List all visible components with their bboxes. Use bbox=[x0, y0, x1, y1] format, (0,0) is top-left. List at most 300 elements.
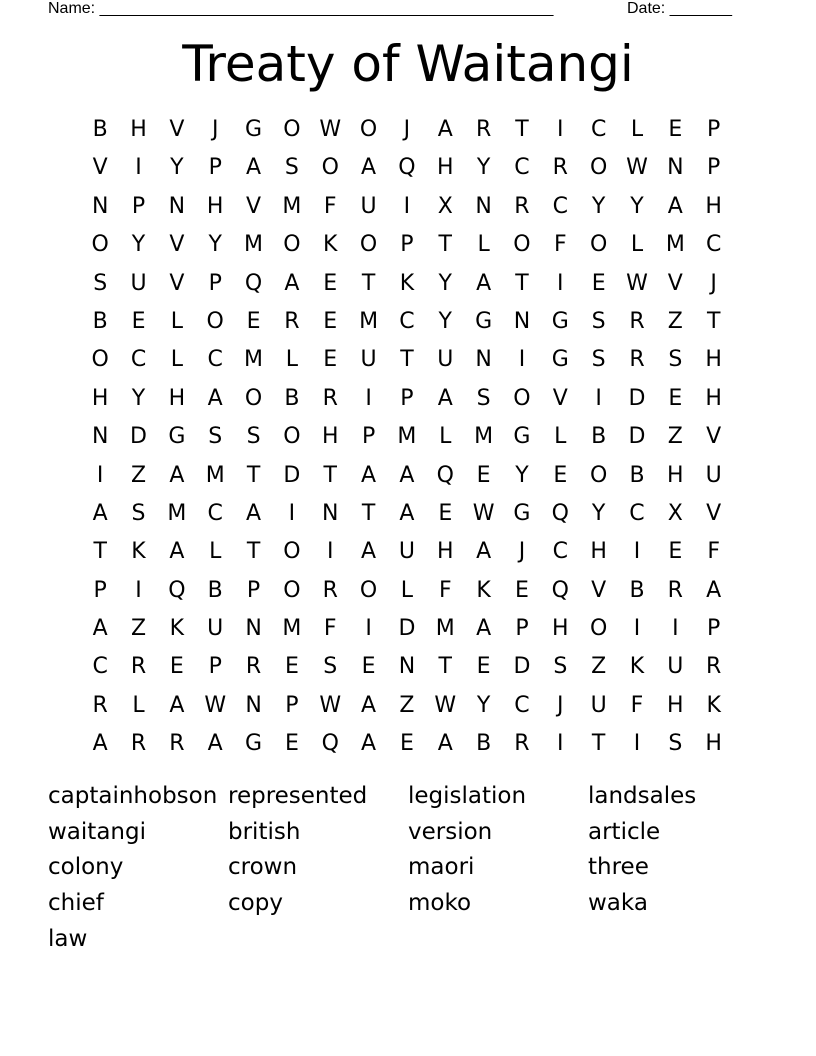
grid-cell: A bbox=[92, 731, 108, 757]
grid-cell: Y bbox=[438, 270, 452, 296]
grid-cell: I bbox=[633, 539, 641, 565]
grid-cell: D bbox=[283, 462, 301, 488]
grid-cell: U bbox=[398, 539, 415, 565]
grid-row bbox=[81, 188, 733, 226]
grid-cell: I bbox=[365, 385, 372, 411]
word-list-item: waitangi bbox=[48, 818, 146, 845]
grid-cell: Q bbox=[168, 577, 186, 603]
grid-row bbox=[81, 418, 733, 456]
grid-cell: I bbox=[288, 500, 296, 526]
grid-cell: C bbox=[207, 347, 223, 373]
grid-cell: I bbox=[557, 270, 564, 296]
grid-cell: N bbox=[168, 193, 186, 219]
grid-cell: E bbox=[668, 385, 683, 411]
grid-cell: H bbox=[436, 155, 454, 181]
grid-cell: I bbox=[557, 117, 564, 142]
grid-cell: N bbox=[91, 424, 109, 450]
grid-cell: P bbox=[131, 193, 146, 219]
grid-cell: O bbox=[359, 232, 378, 258]
grid-cell: C bbox=[207, 500, 223, 526]
grid-cell: M bbox=[397, 424, 417, 450]
grid-cell: P bbox=[361, 424, 376, 450]
grid-cell: P bbox=[208, 155, 222, 181]
grid-cell: Z bbox=[399, 692, 415, 718]
grid-cell: P bbox=[400, 385, 414, 411]
grid-cell: R bbox=[322, 385, 338, 411]
grid-cell: W bbox=[434, 692, 457, 718]
grid-row bbox=[81, 495, 733, 533]
grid-cell: A bbox=[207, 385, 223, 411]
grid-cell: L bbox=[400, 577, 414, 603]
grid-cell: O bbox=[283, 539, 301, 565]
grid-cell: K bbox=[399, 270, 415, 296]
grid-cell: N bbox=[667, 155, 684, 181]
grid-cell: O bbox=[91, 232, 109, 258]
grid-cell: C bbox=[514, 692, 530, 718]
grid-cell: A bbox=[476, 270, 492, 296]
grid-cell: B bbox=[591, 424, 607, 450]
grid-cell: S bbox=[323, 654, 338, 680]
grid-cell: H bbox=[705, 385, 722, 411]
grid-cell: N bbox=[475, 193, 492, 219]
grid-cell: A bbox=[476, 539, 492, 565]
grid-cell: M bbox=[244, 347, 264, 373]
grid-cell: C bbox=[130, 347, 147, 373]
grid-cell: P bbox=[400, 232, 414, 258]
grid-cell: V bbox=[169, 270, 185, 296]
grid-cell: T bbox=[515, 270, 529, 296]
grid-cell: T bbox=[400, 347, 414, 373]
grid-cell: R bbox=[322, 577, 338, 603]
grid-cell: L bbox=[630, 117, 644, 142]
word-list-item: legislation bbox=[408, 783, 527, 809]
grid-cell: A bbox=[169, 539, 185, 565]
grid-cell: R bbox=[667, 577, 683, 603]
grid-cell: M bbox=[435, 616, 455, 642]
grid-cell: Z bbox=[667, 308, 683, 334]
grid-cell: C bbox=[399, 308, 415, 334]
grid-cell: M bbox=[474, 424, 494, 450]
grid-cell: I bbox=[96, 462, 104, 488]
grid-cell: A bbox=[437, 731, 453, 757]
grid-cell: L bbox=[170, 347, 183, 373]
page-title: Treaty of Waitangi bbox=[182, 35, 634, 93]
grid-cell: Z bbox=[591, 654, 607, 680]
grid-cell: O bbox=[91, 347, 109, 373]
grid-cell: B bbox=[629, 577, 645, 603]
grid-cell: B bbox=[284, 385, 300, 411]
grid-cell: A bbox=[399, 500, 415, 526]
grid-cell: H bbox=[552, 616, 569, 642]
grid-cell: B bbox=[476, 731, 492, 757]
grid-cell: F bbox=[323, 193, 337, 219]
grid-cell: I bbox=[595, 385, 602, 411]
grid-row bbox=[81, 303, 733, 341]
grid-cell: O bbox=[283, 424, 301, 450]
grid-cell: J bbox=[211, 117, 219, 142]
grid-cell: S bbox=[476, 385, 491, 411]
grid-cell: V bbox=[591, 577, 607, 603]
grid-cell: U bbox=[667, 654, 684, 680]
grid-cell: W bbox=[626, 155, 648, 181]
grid-cell: P bbox=[208, 654, 222, 680]
grid-cell: A bbox=[361, 539, 377, 565]
grid-cell: R bbox=[706, 654, 722, 680]
grid-cell: C bbox=[92, 654, 108, 680]
grid-cell: K bbox=[706, 692, 721, 718]
grid-cell: A bbox=[361, 155, 377, 181]
grid-cell: R bbox=[130, 654, 147, 680]
grid-cell: R bbox=[92, 692, 108, 718]
grid-cell: Q bbox=[398, 155, 416, 181]
grid-cell: I bbox=[135, 577, 142, 603]
grid-cell: I bbox=[403, 193, 411, 219]
grid-cell: G bbox=[513, 500, 531, 526]
grid-cell: E bbox=[399, 731, 414, 757]
grid-cell: V bbox=[169, 117, 185, 142]
grid-cell: A bbox=[361, 692, 377, 718]
grid-cell: E bbox=[668, 539, 683, 565]
grid-cell: O bbox=[206, 308, 224, 334]
grid-cell: V bbox=[246, 193, 262, 219]
grid-cell: A bbox=[667, 193, 683, 219]
grid-cell: V bbox=[552, 385, 568, 411]
grid-row bbox=[81, 111, 733, 149]
word-list-item: colony bbox=[48, 854, 124, 881]
grid-cell: J bbox=[403, 117, 411, 142]
grid-cell: H bbox=[321, 424, 339, 450]
grid-cell: A bbox=[246, 155, 262, 181]
grid-cell: T bbox=[438, 232, 452, 258]
grid-cell: E bbox=[515, 577, 529, 603]
grid-cell: K bbox=[169, 616, 185, 642]
grid-cell: K bbox=[629, 654, 645, 680]
word-list-item: crown bbox=[228, 854, 298, 881]
grid-cell: G bbox=[245, 117, 263, 142]
grid-cell: I bbox=[672, 616, 679, 642]
grid-cell: F bbox=[630, 692, 644, 718]
word-list-item: version bbox=[408, 818, 493, 845]
grid-cell: A bbox=[437, 117, 453, 142]
grid-cell: O bbox=[589, 155, 608, 181]
grid-cell: R bbox=[284, 308, 300, 334]
grid-cell: U bbox=[360, 347, 377, 373]
grid-cell: I bbox=[633, 616, 641, 642]
grid-cell: A bbox=[476, 616, 492, 642]
grid-cell: E bbox=[323, 270, 338, 296]
date-field: Date: _______ bbox=[627, 0, 732, 17]
grid-row bbox=[81, 265, 733, 303]
grid-cell: A bbox=[399, 462, 415, 488]
grid-cell: L bbox=[477, 232, 490, 258]
grid-cell: I bbox=[365, 616, 372, 642]
grid-cell: T bbox=[323, 462, 337, 488]
grid-cell: O bbox=[321, 155, 339, 181]
grid-cell: G bbox=[245, 731, 263, 757]
grid-cell: A bbox=[207, 731, 223, 757]
grid-cell: R bbox=[245, 654, 262, 680]
grid-row bbox=[81, 610, 733, 648]
grid-cell: I bbox=[518, 347, 526, 373]
grid-cell: L bbox=[285, 347, 299, 373]
grid-cell: T bbox=[361, 500, 376, 526]
grid-cell: Y bbox=[170, 155, 184, 181]
word-list-item: three bbox=[588, 854, 649, 881]
grid-cell: P bbox=[515, 616, 529, 642]
grid-cell: E bbox=[438, 500, 453, 526]
grid-cell: L bbox=[439, 424, 452, 450]
grid-cell: A bbox=[284, 270, 300, 296]
word-list-item: chief bbox=[48, 890, 104, 917]
grid-cell: H bbox=[436, 539, 454, 565]
word-list-item: represented bbox=[228, 783, 368, 809]
grid-cell: A bbox=[437, 385, 453, 411]
grid-cell: N bbox=[91, 193, 109, 219]
grid-cell: O bbox=[359, 577, 378, 603]
grid-cell: V bbox=[706, 424, 722, 450]
grid-cell: S bbox=[208, 424, 223, 450]
grid-cell: E bbox=[361, 654, 376, 680]
grid-cell: C bbox=[629, 500, 645, 526]
grid-cell: N bbox=[513, 308, 531, 334]
grid-cell: W bbox=[319, 117, 342, 142]
grid-cell: N bbox=[245, 692, 262, 718]
word-list-item: captainhobson bbox=[48, 783, 218, 809]
grid-cell: X bbox=[437, 193, 453, 219]
grid-cell: M bbox=[167, 500, 187, 526]
grid-cell: E bbox=[284, 654, 299, 680]
grid-cell: H bbox=[91, 385, 109, 411]
grid-cell: H bbox=[705, 731, 722, 757]
grid-cell: A bbox=[246, 500, 262, 526]
grid-cell: R bbox=[475, 117, 492, 142]
grid-cell: B bbox=[92, 117, 108, 142]
grid-cell: A bbox=[169, 692, 185, 718]
word-list-item: law bbox=[48, 925, 88, 952]
grid-cell: S bbox=[668, 731, 683, 757]
grid-cell: A bbox=[706, 577, 722, 603]
grid-cell: Q bbox=[436, 462, 454, 488]
grid-cell: E bbox=[323, 308, 338, 334]
grid-cell: L bbox=[554, 424, 567, 450]
grid-row bbox=[81, 533, 733, 571]
grid-cell: E bbox=[323, 347, 338, 373]
grid-cell: Y bbox=[630, 193, 644, 219]
grid-cell: T bbox=[515, 117, 529, 142]
grid-cell: O bbox=[283, 232, 301, 258]
grid-row bbox=[81, 687, 733, 725]
grid-cell: I bbox=[557, 731, 564, 757]
grid-cell: A bbox=[361, 462, 377, 488]
grid-cell: H bbox=[705, 193, 722, 219]
grid-cell: O bbox=[589, 462, 608, 488]
grid-cell: O bbox=[589, 232, 608, 258]
grid-cell: T bbox=[246, 539, 261, 565]
grid-cell: P bbox=[93, 577, 107, 603]
grid-cell: D bbox=[628, 424, 646, 450]
grid-cell: V bbox=[667, 270, 683, 296]
grid-cell: E bbox=[246, 308, 261, 334]
grid-cell: D bbox=[513, 654, 531, 680]
grid-cell: D bbox=[398, 616, 416, 642]
grid-cell: A bbox=[92, 500, 108, 526]
grid-cell: M bbox=[244, 232, 264, 258]
grid-cell: B bbox=[629, 462, 645, 488]
word-list-item: maori bbox=[408, 854, 475, 881]
name-field: Name: ___________________________________________________ bbox=[48, 0, 554, 17]
grid-cell: S bbox=[284, 155, 299, 181]
grid-cell: N bbox=[398, 654, 416, 680]
grid-cell: B bbox=[207, 577, 223, 603]
grid-cell: T bbox=[361, 270, 376, 296]
grid-cell: R bbox=[514, 731, 530, 757]
grid-cell: G bbox=[168, 424, 186, 450]
grid-cell: V bbox=[706, 500, 722, 526]
grid-cell: U bbox=[130, 270, 147, 296]
grid-cell: V bbox=[92, 155, 108, 181]
grid-cell: U bbox=[360, 193, 377, 219]
grid-cell: V bbox=[169, 232, 185, 258]
grid-cell: S bbox=[591, 347, 606, 373]
grid-cell: C bbox=[552, 193, 568, 219]
grid-cell: T bbox=[246, 462, 261, 488]
grid-cell: C bbox=[590, 117, 607, 142]
grid-cell: M bbox=[665, 232, 685, 258]
grid-cell: K bbox=[323, 232, 338, 258]
grid-cell: G bbox=[513, 424, 531, 450]
grid-cell: R bbox=[552, 155, 568, 181]
grid-cell: H bbox=[667, 462, 684, 488]
grid-cell: Q bbox=[551, 500, 569, 526]
grid-cell: M bbox=[282, 193, 302, 219]
grid-cell: R bbox=[629, 308, 645, 334]
grid-cell: Y bbox=[208, 232, 222, 258]
grid-cell: Y bbox=[591, 500, 606, 526]
grid-cell: Y bbox=[438, 308, 452, 334]
grid-cell: L bbox=[132, 692, 145, 718]
grid-cell: G bbox=[475, 308, 493, 334]
grid-cell: F bbox=[323, 616, 337, 642]
grid-cell: T bbox=[706, 308, 721, 334]
grid-cell: E bbox=[553, 462, 568, 488]
grid-cell: O bbox=[513, 385, 531, 411]
grid-cell: O bbox=[513, 232, 531, 258]
grid-cell: E bbox=[668, 117, 683, 142]
grid-cell: F bbox=[438, 577, 452, 603]
grid-cell: H bbox=[130, 117, 147, 142]
grid-cell: G bbox=[551, 308, 569, 334]
grid-cell: Y bbox=[131, 385, 146, 411]
grid-cell: H bbox=[705, 347, 722, 373]
grid-cell: H bbox=[590, 539, 607, 565]
grid-cell: S bbox=[668, 347, 683, 373]
grid-cell: M bbox=[282, 616, 302, 642]
grid-cell: E bbox=[591, 270, 606, 296]
grid-row bbox=[81, 725, 733, 763]
grid-cell: F bbox=[707, 539, 720, 565]
grid-cell: S bbox=[93, 270, 108, 296]
word-list-item: british bbox=[228, 818, 301, 845]
grid-cell: E bbox=[131, 308, 146, 334]
grid-cell: T bbox=[438, 654, 452, 680]
grid-cell: L bbox=[170, 308, 183, 334]
grid-cell: D bbox=[628, 385, 646, 411]
grid-cell: W bbox=[319, 692, 342, 718]
grid-cell: L bbox=[209, 539, 222, 565]
grid-cell: U bbox=[437, 347, 454, 373]
grid-cell: R bbox=[514, 193, 530, 219]
grid-cell: M bbox=[205, 462, 225, 488]
word-list bbox=[48, 779, 768, 957]
grid-cell: R bbox=[629, 347, 645, 373]
grid-cell: S bbox=[553, 654, 568, 680]
grid-row bbox=[81, 380, 733, 418]
grid-cell: Z bbox=[130, 462, 147, 488]
grid-cell: Y bbox=[515, 462, 529, 488]
grid-cell: E bbox=[169, 654, 184, 680]
grid-cell: H bbox=[168, 385, 186, 411]
grid-cell: R bbox=[169, 731, 185, 757]
grid-cell: I bbox=[326, 539, 334, 565]
grid-cell: B bbox=[92, 308, 108, 334]
grid-cell: H bbox=[667, 692, 684, 718]
grid-cell: R bbox=[130, 731, 147, 757]
word-list-item: landsales bbox=[588, 783, 697, 809]
worksheet-header bbox=[48, 0, 748, 20]
grid-cell: Y bbox=[591, 193, 606, 219]
grid-cell: L bbox=[630, 232, 644, 258]
grid-cell: E bbox=[476, 654, 491, 680]
grid-cell: Y bbox=[476, 155, 491, 181]
grid-cell: O bbox=[283, 577, 301, 603]
grid-cell: K bbox=[131, 539, 146, 565]
grid-cell: S bbox=[131, 500, 146, 526]
grid-cell: W bbox=[204, 692, 227, 718]
grid-cell: P bbox=[246, 577, 261, 603]
grid-cell: M bbox=[359, 308, 379, 334]
grid-cell: A bbox=[92, 616, 108, 642]
grid-cell: N bbox=[475, 347, 492, 373]
grid-cell: N bbox=[245, 616, 262, 642]
grid-cell: E bbox=[476, 462, 491, 488]
grid-cell: Q bbox=[244, 270, 263, 296]
grid-cell: P bbox=[285, 692, 299, 718]
word-list-item: waka bbox=[588, 890, 648, 917]
grid-row bbox=[81, 457, 733, 495]
grid-row bbox=[81, 226, 733, 264]
grid-cell: P bbox=[707, 155, 721, 181]
grid-cell: X bbox=[667, 500, 683, 526]
grid-cell: D bbox=[130, 424, 147, 450]
grid-cell: C bbox=[552, 539, 568, 565]
grid-cell: W bbox=[472, 500, 495, 526]
grid-cell: E bbox=[284, 731, 299, 757]
grid-row bbox=[81, 341, 733, 379]
grid-cell: Y bbox=[131, 232, 146, 258]
grid-cell: G bbox=[551, 347, 569, 373]
grid-cell: W bbox=[626, 270, 648, 296]
grid-cell: K bbox=[476, 577, 491, 603]
grid-cell: I bbox=[135, 155, 142, 181]
grid-row bbox=[81, 149, 733, 187]
grid-cell: P bbox=[707, 616, 721, 642]
grid-row bbox=[81, 572, 733, 610]
grid-cell: J bbox=[557, 692, 564, 718]
grid-cell: P bbox=[208, 270, 222, 296]
grid-cell: Z bbox=[667, 424, 683, 450]
grid-row bbox=[81, 648, 733, 686]
grid-cell: U bbox=[590, 692, 607, 718]
